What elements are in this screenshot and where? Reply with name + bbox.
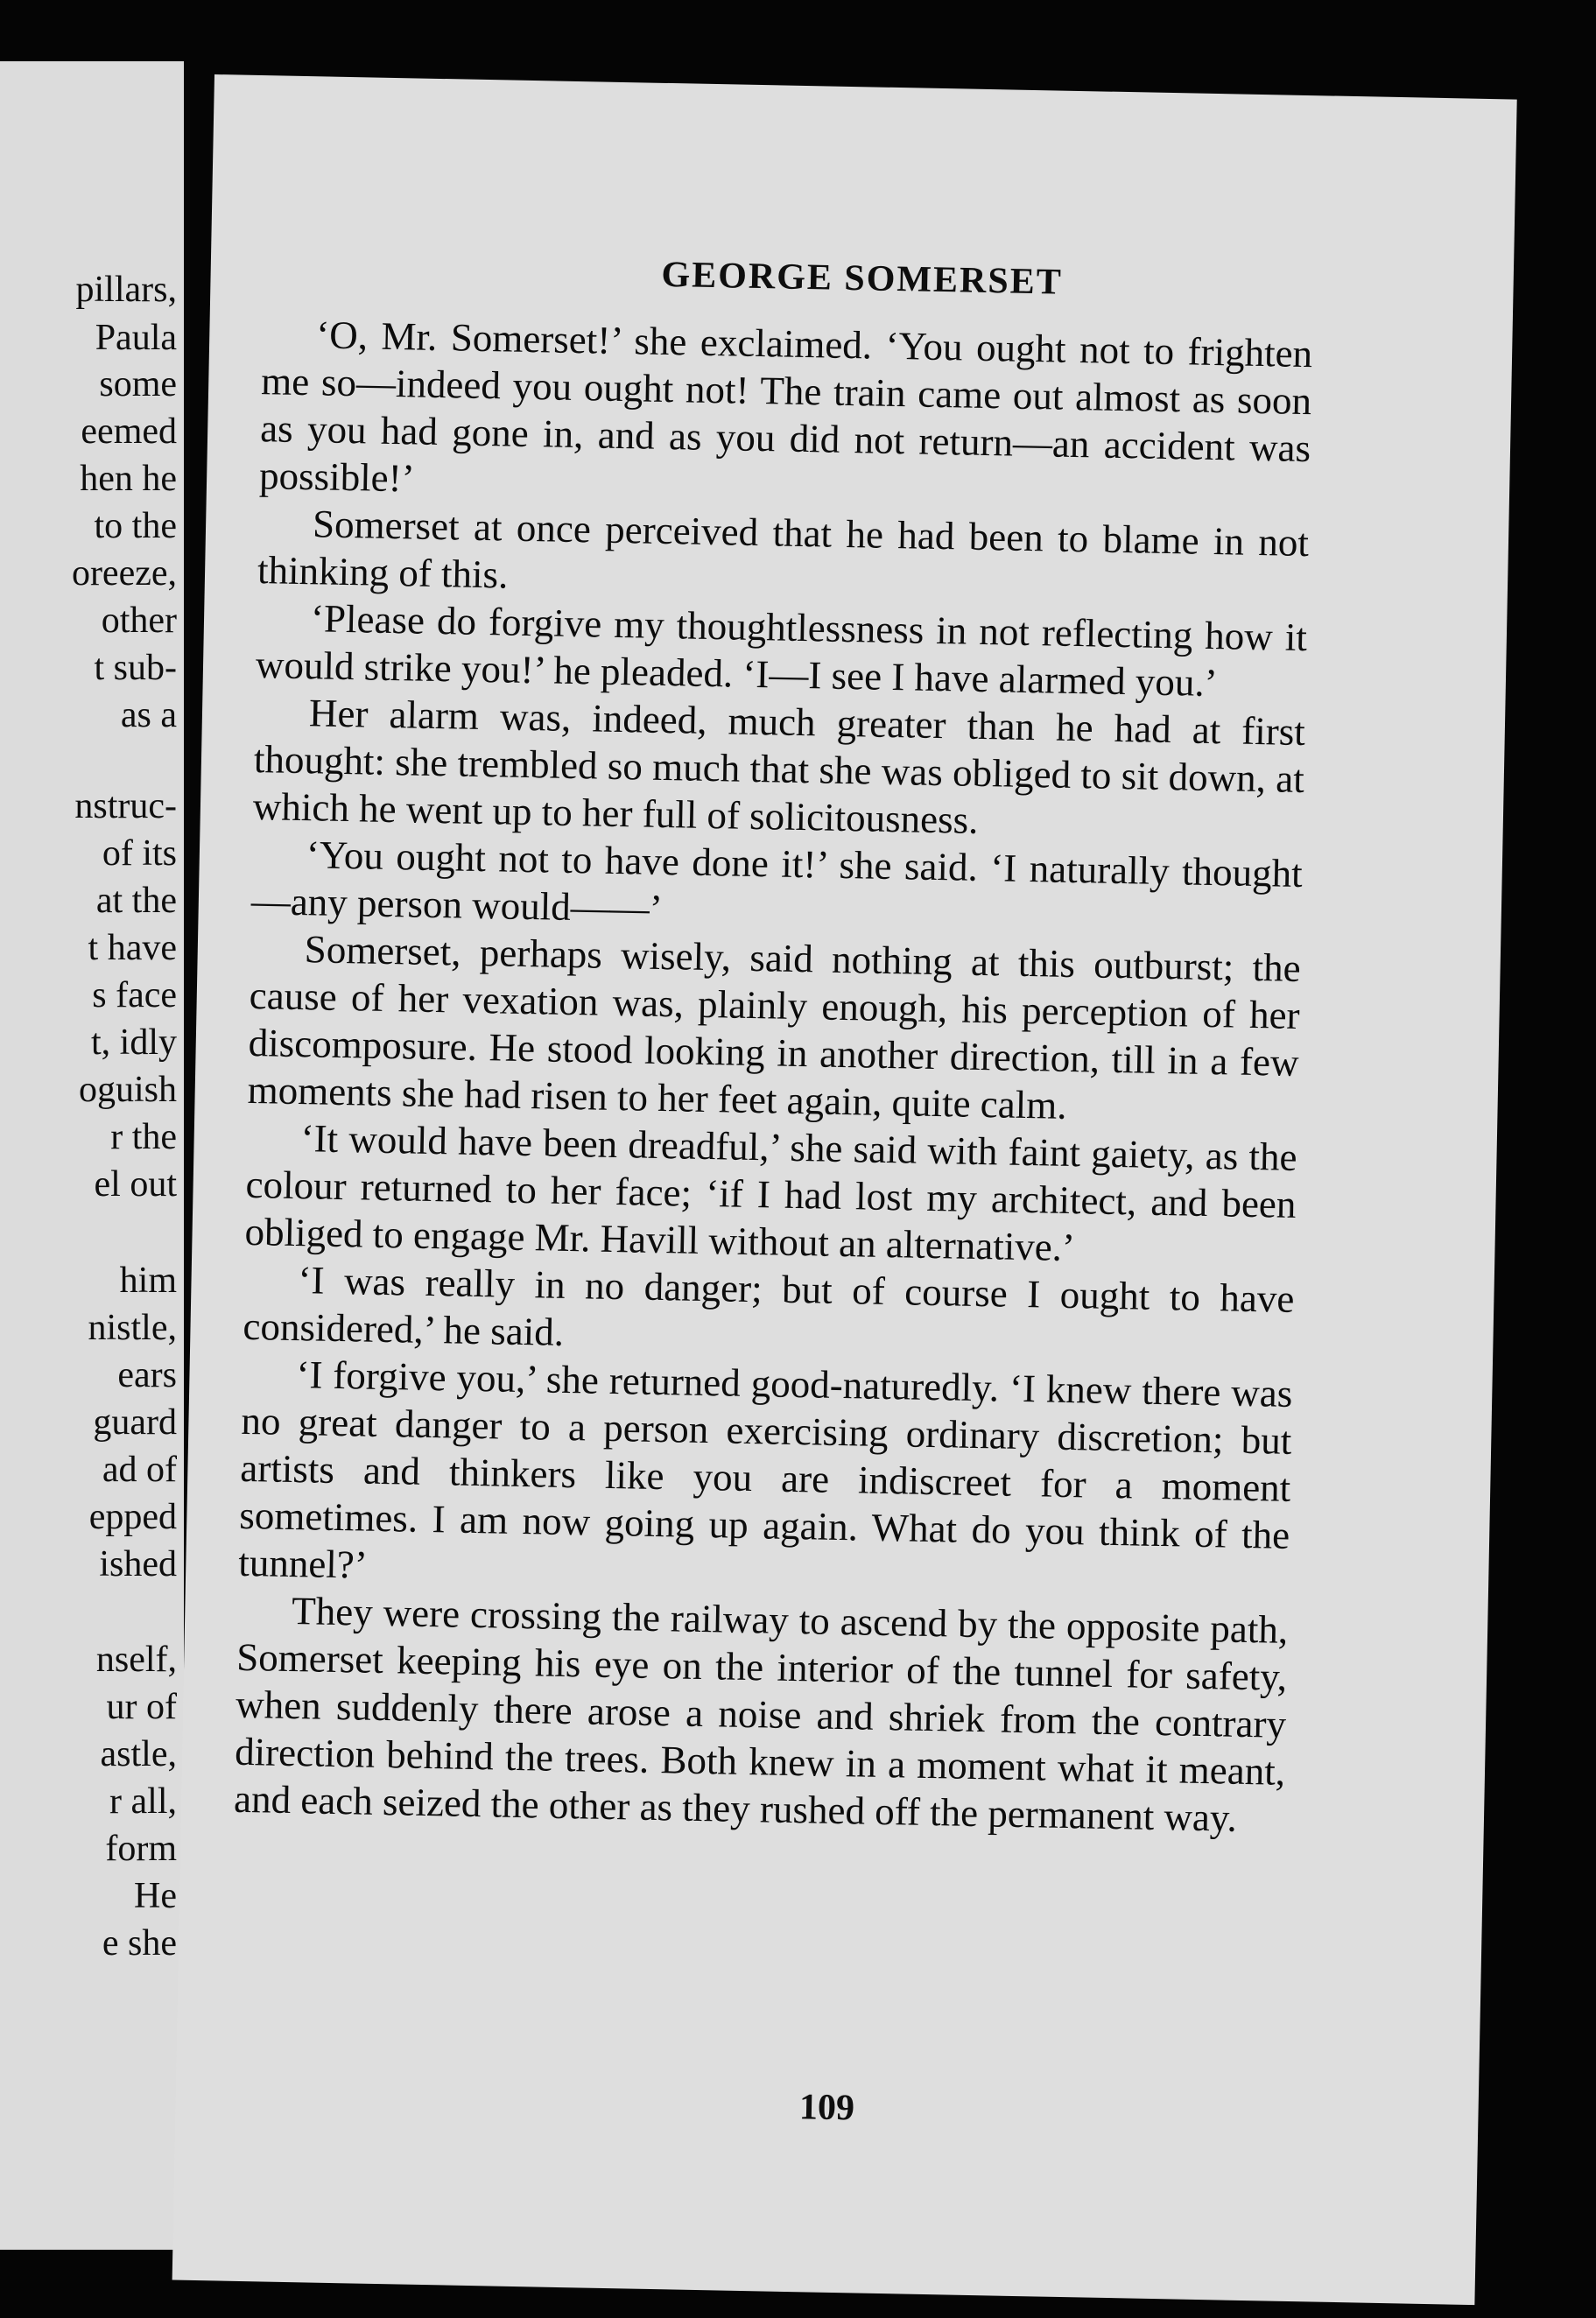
paragraph: ‘You ought not to have done it!’ she said. ‘I naturally thought—any person would——’: [250, 832, 1304, 931]
left-page-line: t, idly: [90, 1022, 177, 1063]
left-page-line: guard: [93, 1402, 177, 1443]
page-body: [234, 310, 1313, 1843]
left-page-line: nstruc-: [74, 786, 177, 826]
paragraph: ‘Please do forgive my thoughtlessness in not reflecting how it would strike you!’ he pleaded. ‘I—I see I have alarmed you.’: [255, 596, 1308, 706]
book-page: [172, 74, 1517, 2305]
left-page-line: s face: [92, 975, 177, 1015]
left-page-line: form: [105, 1829, 177, 1869]
left-page-line: ur of: [106, 1687, 177, 1727]
left-page-line: him: [119, 1261, 177, 1301]
left-page-line: nistle,: [88, 1308, 177, 1348]
paragraph: ‘I forgive you,’ she returned good-naturedly. ‘I knew there was no great danger to a person exercising ordinary discretion; but artists and thinkers like you are indiscreet for a moment sometimes. I am now going up again. What do you think of the tunnel?’: [237, 1352, 1293, 1587]
running-header: GEORGE SOMERSET: [661, 254, 1064, 303]
left-page-line: pillars,: [75, 270, 177, 310]
left-page-line: nself,: [95, 1640, 177, 1680]
paragraph: ‘It would have been dreadful,’ she said with faint gaiety, as the colour returned to her face; ‘if I had lost my architect, and been obliged to engage Mr. Havill without an alternative.’: [244, 1116, 1297, 1270]
left-page-line: of its: [102, 833, 177, 874]
left-page-line: oguish: [78, 1070, 177, 1110]
left-page-line: as a: [120, 695, 177, 735]
left-page-line: Paula: [95, 318, 177, 358]
left-page-line: e she: [102, 1923, 177, 1963]
left-page-line: ad of: [102, 1450, 177, 1490]
paragraph: ‘I was really in no danger; but of course I ought to have considered,’ he said.: [243, 1258, 1295, 1354]
left-page-line: r all,: [109, 1781, 177, 1822]
left-page-line: t sub-: [94, 648, 177, 688]
left-page-line: epped: [88, 1497, 177, 1537]
left-page-line: He: [134, 1876, 177, 1916]
left-page-line: el out: [94, 1164, 177, 1205]
left-page-line: hen he: [80, 459, 177, 499]
page-number: 109: [798, 2087, 855, 2129]
paragraph: Her alarm was, indeed, much greater than he had at first thought: she trembled so much that she was obliged to sit down, at which he went up to her full of solicitousness.: [252, 691, 1306, 842]
left-page-line: other: [101, 601, 177, 641]
left-page-line: oreeze,: [71, 553, 177, 594]
left-page-line: some: [99, 364, 177, 404]
paragraph: Somerset, perhaps wisely, said nothing at this outburst; the cause of her vexation was, plainly enough, his perception of her discomposure. He stood looking in another direction, till in a few moments she had risen to her feet again, quite calm.: [247, 927, 1302, 1127]
left-page-line: astle,: [100, 1734, 177, 1774]
left-page-edge: [0, 61, 184, 2250]
left-page-line: ished: [99, 1544, 177, 1584]
left-page-line: eemed: [81, 411, 177, 452]
left-page-line: at the: [95, 881, 177, 921]
left-page-line: to the: [94, 506, 177, 546]
left-page-line: ears: [117, 1355, 177, 1395]
left-page-line: r the: [110, 1117, 177, 1157]
paragraph: They were crossing the railway to ascend by the opposite path, Somerset keeping his eye on the interior of the tunnel for safety, when suddenly there arose a noise and shriek from the contrary direction behind the trees. Both knew in a moment what it meant, and each seized the other as they rushed off the permanent way.: [233, 1589, 1289, 1840]
paragraph: ‘O, Mr. Somerset!’ she exclaimed. ‘You ought not to frighten me so—indeed you ought not! The train came out almost as soon as you had gone in, and as you did not return—an accident was possible!’: [258, 313, 1313, 501]
left-page-line: t have: [88, 928, 177, 968]
paragraph: Somerset at once perceived that he had been to blame in not thinking of this.: [257, 502, 1310, 597]
